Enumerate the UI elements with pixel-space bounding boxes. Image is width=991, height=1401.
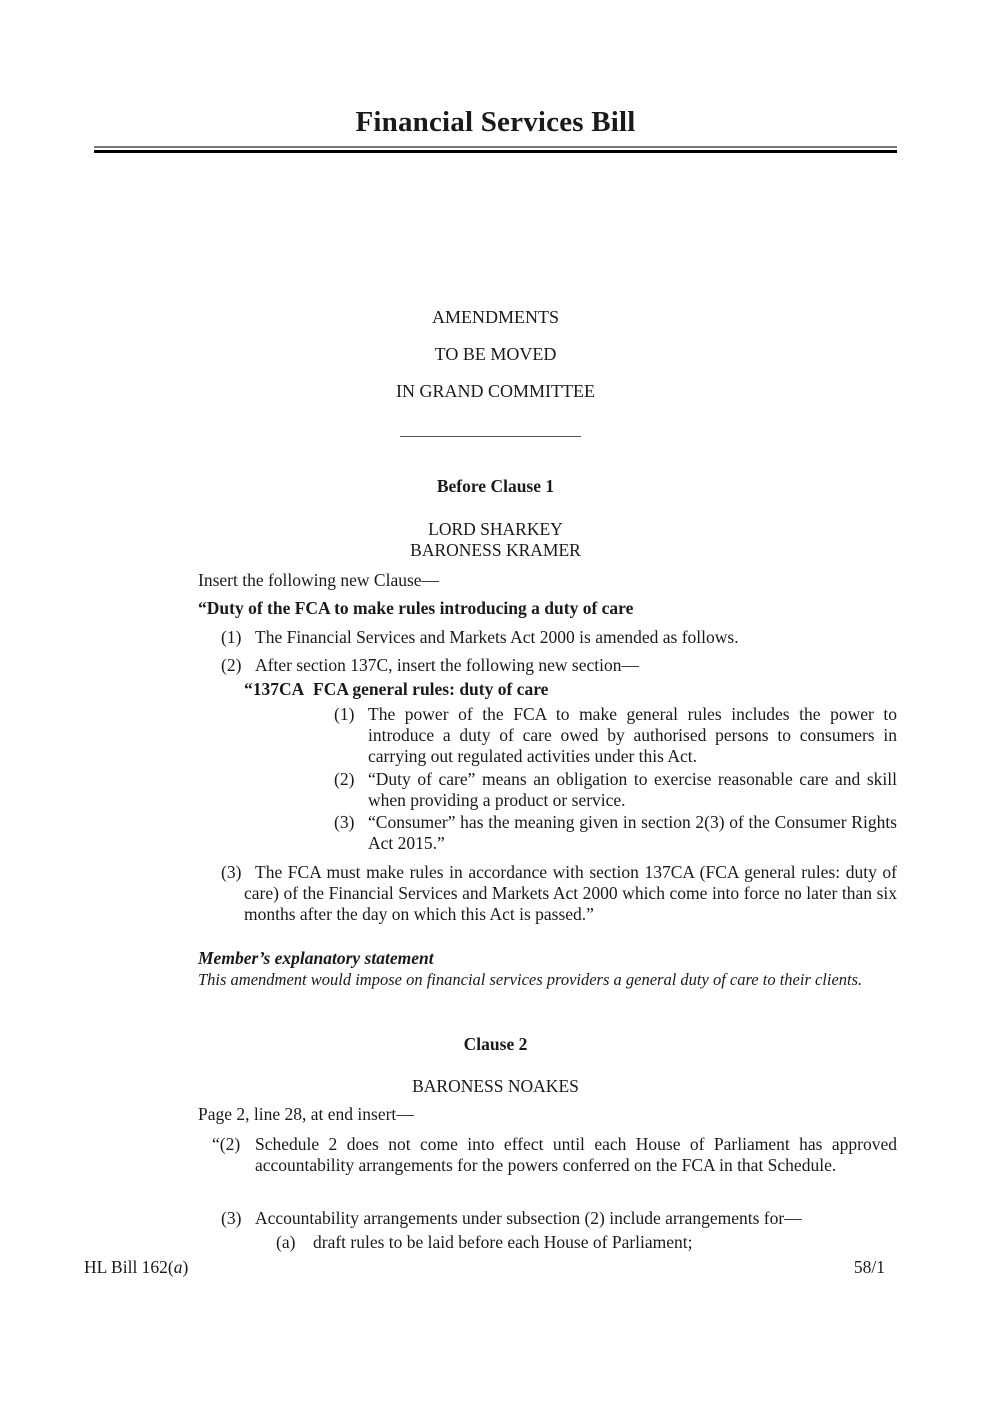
subsection-number: “(2) [212,1134,241,1154]
bill-reference [84,1257,188,1278]
subsection-number: (3) [221,1208,242,1228]
heading-line-3: IN GRAND COMMITTEE [396,381,595,401]
subsection-text: The FCA must make rules in accordance with section 137CA (FCA general rules: duty of care) of the Financial Services and Markets Act 2000 which come into force no later than six months after the day on which this Act is passed.” [244,862,897,924]
heading-line-2: TO BE MOVED [434,344,557,364]
item-number: (2) [334,769,355,789]
item-number: (a) [276,1232,296,1252]
mover-name: BARONESS KRAMER [410,540,581,560]
mover-name: BARONESS NOAKES [412,1076,579,1096]
bill-ref-suffix: ) [182,1257,189,1277]
subsection-number: (3) [221,862,242,882]
item-text: “Duty of care” means an obligation to exercise reasonable care and skill when providing a product or service. [368,769,897,810]
item-text: draft rules to be laid before each House of Parliament; [313,1232,693,1252]
new-section-title: “137CA FCA general rules: duty of care [244,679,549,699]
amendment-instruction: Insert the following new Clause— [198,570,440,590]
heading-line-1: AMENDMENTS [431,307,559,327]
item-number: (1) [334,704,355,724]
page-reference: 58/1 [853,1257,885,1277]
new-clause-title: “Duty of the FCA to make rules introducing a duty of care [198,598,634,618]
title-rule-thin [94,146,897,148]
section-heading-clause-2: Clause 2 [463,1034,528,1054]
mover-name: LORD SHARKEY [428,519,563,539]
subsection-number: (1) [221,627,242,647]
explanatory-statement-text: This amendment would impose on financial services providers a general duty of care to their clients. [198,970,863,989]
subsection-text: Accountability arrangements under subsection (2) include arrangements for— [255,1208,802,1228]
explanatory-statement-heading: Member’s explanatory statement [198,948,434,968]
subsection-text: After section 137C, insert the following new section— [255,655,639,675]
subsection-text: The Financial Services and Markets Act 2000 is amended as follows. [255,627,739,647]
item-text: “Consumer” has the meaning given in section 2(3) of the Consumer Rights Act 2015.” [368,812,897,853]
subsection-number: (2) [221,655,242,675]
item-text: The power of the FCA to make general rules includes the power to introduce a duty of care owed by authorised persons to consumers in carrying out regulated activities under this Act. [368,704,897,766]
bill-ref-prefix: HL Bill 162( [84,1257,174,1277]
title-rule-thick [94,150,897,153]
bill-ref-letter: a [173,1257,183,1277]
item-number: (3) [334,812,355,832]
amendment-instruction: Page 2, line 28, at end insert— [198,1104,414,1124]
subsection-text: Schedule 2 does not come into effect until each House of Parliament has approved accountability arrangements for the powers conferred on the FCA in that Schedule. [255,1134,897,1175]
document-title: Financial Services Bill [355,106,636,138]
separator-line [400,436,581,437]
section-heading-before-clause-1: Before Clause 1 [436,476,555,496]
